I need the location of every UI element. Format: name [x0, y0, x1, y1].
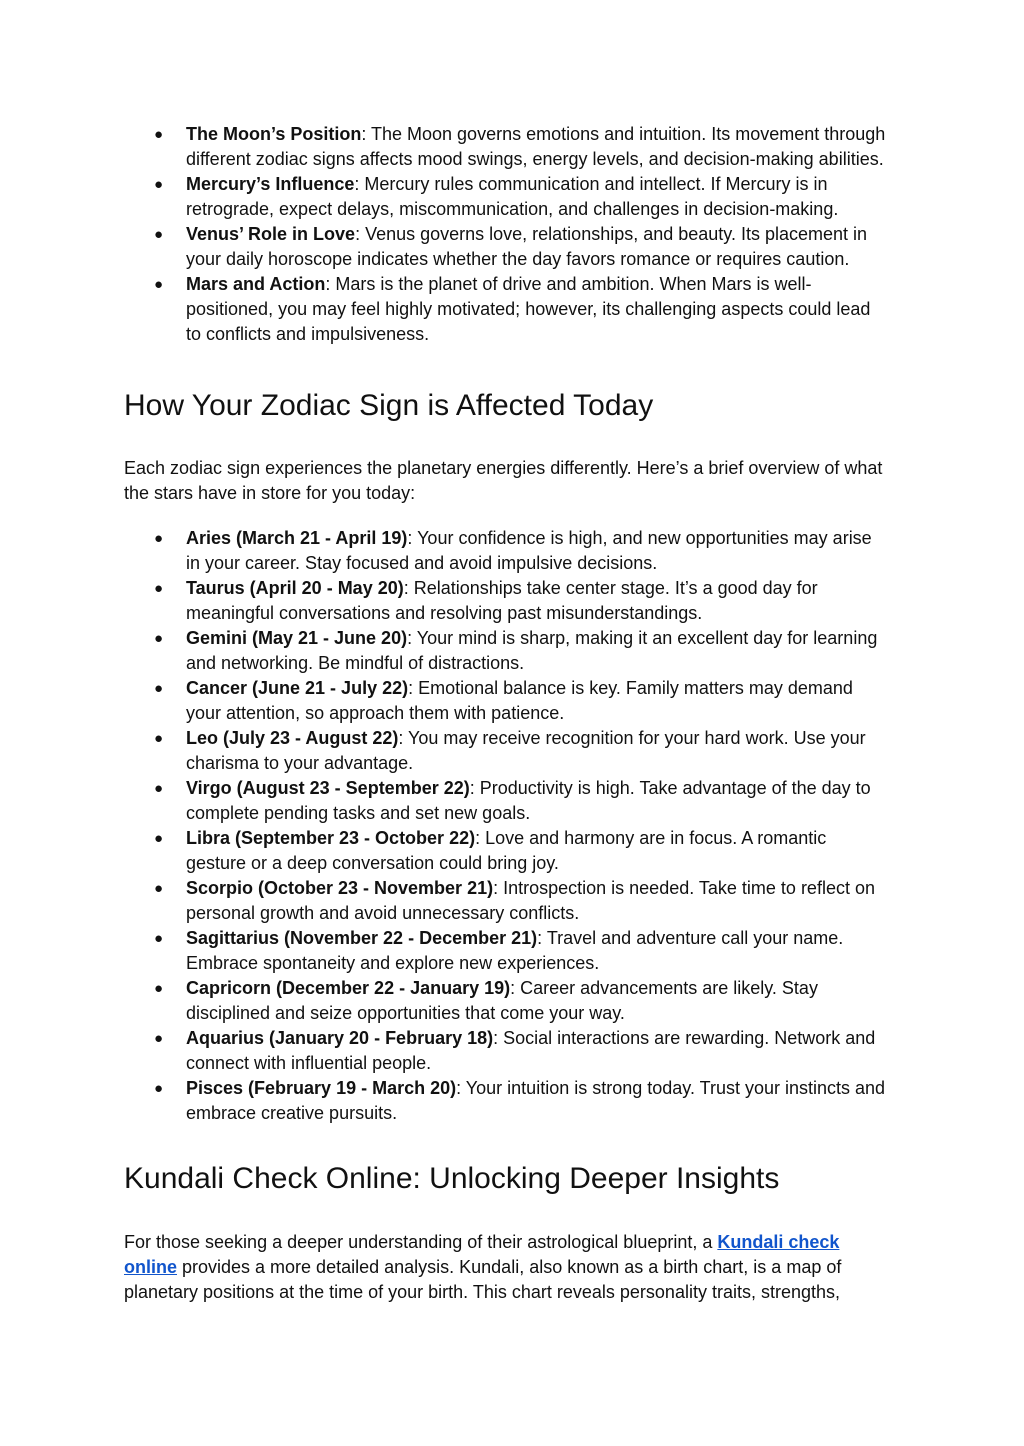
list-item-text: : Venus governs love, relationships, and beauty. Its placement in your daily horoscope indicates whether the day favors romance or requires caution.: [186, 224, 868, 269]
bullet-icon: ●: [154, 730, 164, 747]
list-item-text: : Emotional balance is key. Family matters may demand your attention, so approach them with patience.: [186, 678, 853, 723]
bullet-icon: ●: [154, 1080, 164, 1097]
list-item-term: Scorpio (October 23 - November 21): [186, 878, 494, 898]
list-item-text: : Your intuition is strong today. Trust your instincts and embrace creative pursuits.: [186, 1078, 886, 1123]
list-item-text: : Mars is the planet of drive and ambition. When Mars is well-positioned, you may feel highly motivated; however, its challenging aspects could lead to conflicts and impulsiveness.: [186, 274, 871, 344]
list-item: [124, 222, 890, 272]
bullet-icon: ●: [154, 630, 164, 647]
list-item: [124, 676, 890, 726]
list-item-text: : The Moon governs emotions and intuition. Its movement through different zodiac signs affects mood swings, energy levels, and decision-making abilities.: [186, 124, 886, 169]
list-item: [124, 726, 890, 776]
section-intro-zodiac: Each zodiac sign experiences the planetary energies differently. Here’s a brief overview of what the stars have in store for you today:: [124, 458, 883, 503]
list-item: [124, 976, 890, 1026]
list-item-term: Taurus (April 20 - May 20): [186, 578, 404, 598]
bullet-icon: ●: [154, 530, 164, 547]
list-item-term: Leo (July 23 - August 22): [186, 728, 399, 748]
list-item-text: : Introspection is needed. Take time to reflect on personal growth and avoid unnecessary conflicts.: [186, 878, 875, 923]
list-item-term: Aquarius (January 20 - February 18): [186, 1028, 494, 1048]
list-item: [124, 122, 890, 172]
bullet-icon: ●: [154, 276, 164, 293]
list-item-text: : Social interactions are rewarding. Network and connect with influential people.: [186, 1028, 876, 1073]
intro-text-before: For those seeking a deeper understanding of their astrological blueprint, a: [124, 1232, 718, 1252]
list-item-text: : Your mind is sharp, making it an excellent day for learning and networking. Be mindful of distractions.: [186, 628, 878, 673]
list-item: [124, 826, 890, 876]
list-item-term: Mercury’s Influence: [186, 174, 355, 194]
list-item: [124, 526, 890, 576]
list-item: [124, 926, 890, 976]
list-item-term: Gemini (May 21 - June 20): [186, 628, 408, 648]
list-item-term: The Moon’s Position: [186, 124, 362, 144]
list-item: [124, 1026, 890, 1076]
intro-text-after: provides a more detailed analysis. Kundali, also known as a birth chart, is a map of planetary positions at the time of your birth. This chart reveals personality traits, strengths,: [124, 1257, 842, 1302]
bullet-icon: ●: [154, 780, 164, 797]
list-item-text: : Productivity is high. Take advantage of the day to complete pending tasks and set new goals.: [186, 778, 871, 823]
list-item-term: Pisces (February 19 - March 20): [186, 1078, 457, 1098]
list-item-text: : Love and harmony are in focus. A romantic gesture or a deep conversation could bring joy.: [186, 828, 827, 873]
list-item: [124, 626, 890, 676]
list-item-term: Sagittarius (November 22 - December 21): [186, 928, 538, 948]
bullet-icon: ●: [154, 830, 164, 847]
list-item-text: : Career advancements are likely. Stay disciplined and seize opportunities that come your way.: [186, 978, 818, 1023]
list-item-text: : You may receive recognition for your hard work. Use your charisma to your advantage.: [186, 728, 866, 773]
section-heading-kundali: Kundali Check Online: Unlocking Deeper Insights: [124, 1162, 780, 1195]
document-content: [124, 122, 890, 1305]
list-item-term: Aries (March 21 - April 19): [186, 528, 408, 548]
bullet-icon: ●: [154, 1030, 164, 1047]
list-item-text: : Travel and adventure call your name. Embrace spontaneity and explore new experiences.: [186, 928, 844, 973]
section-heading-zodiac: How Your Zodiac Sign is Affected Today: [124, 389, 654, 422]
list-item: [124, 272, 890, 347]
list-item: [124, 876, 890, 926]
kundali-check-link[interactable]: Kundali check online: [124, 1232, 840, 1277]
bullet-icon: ●: [154, 126, 164, 143]
planet-influence-list: [124, 122, 890, 347]
list-item: [124, 1076, 890, 1126]
list-item-term: Venus’ Role in Love: [186, 224, 356, 244]
list-item-term: Capricorn (December 22 - January 19): [186, 978, 511, 998]
bullet-icon: ●: [154, 980, 164, 997]
list-item-text: : Relationships take center stage. It’s a good day for meaningful conversations and resolving past misunderstandings.: [186, 578, 818, 623]
bullet-icon: ●: [154, 680, 164, 697]
list-item: [124, 776, 890, 826]
bullet-icon: ●: [154, 880, 164, 897]
list-item: [124, 172, 890, 222]
list-item-term: Libra (September 23 - October 22): [186, 828, 476, 848]
list-item: [124, 576, 890, 626]
list-item-text: : Your confidence is high, and new opportunities may arise in your career. Stay focused and avoid impulsive decisions.: [186, 528, 872, 573]
zodiac-sign-list: [124, 526, 890, 1126]
list-item-term: Cancer (June 21 - July 22): [186, 678, 409, 698]
section-intro-kundali: [124, 1230, 890, 1305]
bullet-icon: ●: [154, 176, 164, 193]
bullet-icon: ●: [154, 930, 164, 947]
bullet-icon: ●: [154, 580, 164, 597]
list-item-text: : Mercury rules communication and intellect. If Mercury is in retrograde, expect delays, miscommunication, and challenges in decision-making.: [186, 174, 839, 219]
bullet-icon: ●: [154, 226, 164, 243]
list-item-term: Mars and Action: [186, 274, 326, 294]
list-item-term: Virgo (August 23 - September 22): [186, 778, 470, 798]
